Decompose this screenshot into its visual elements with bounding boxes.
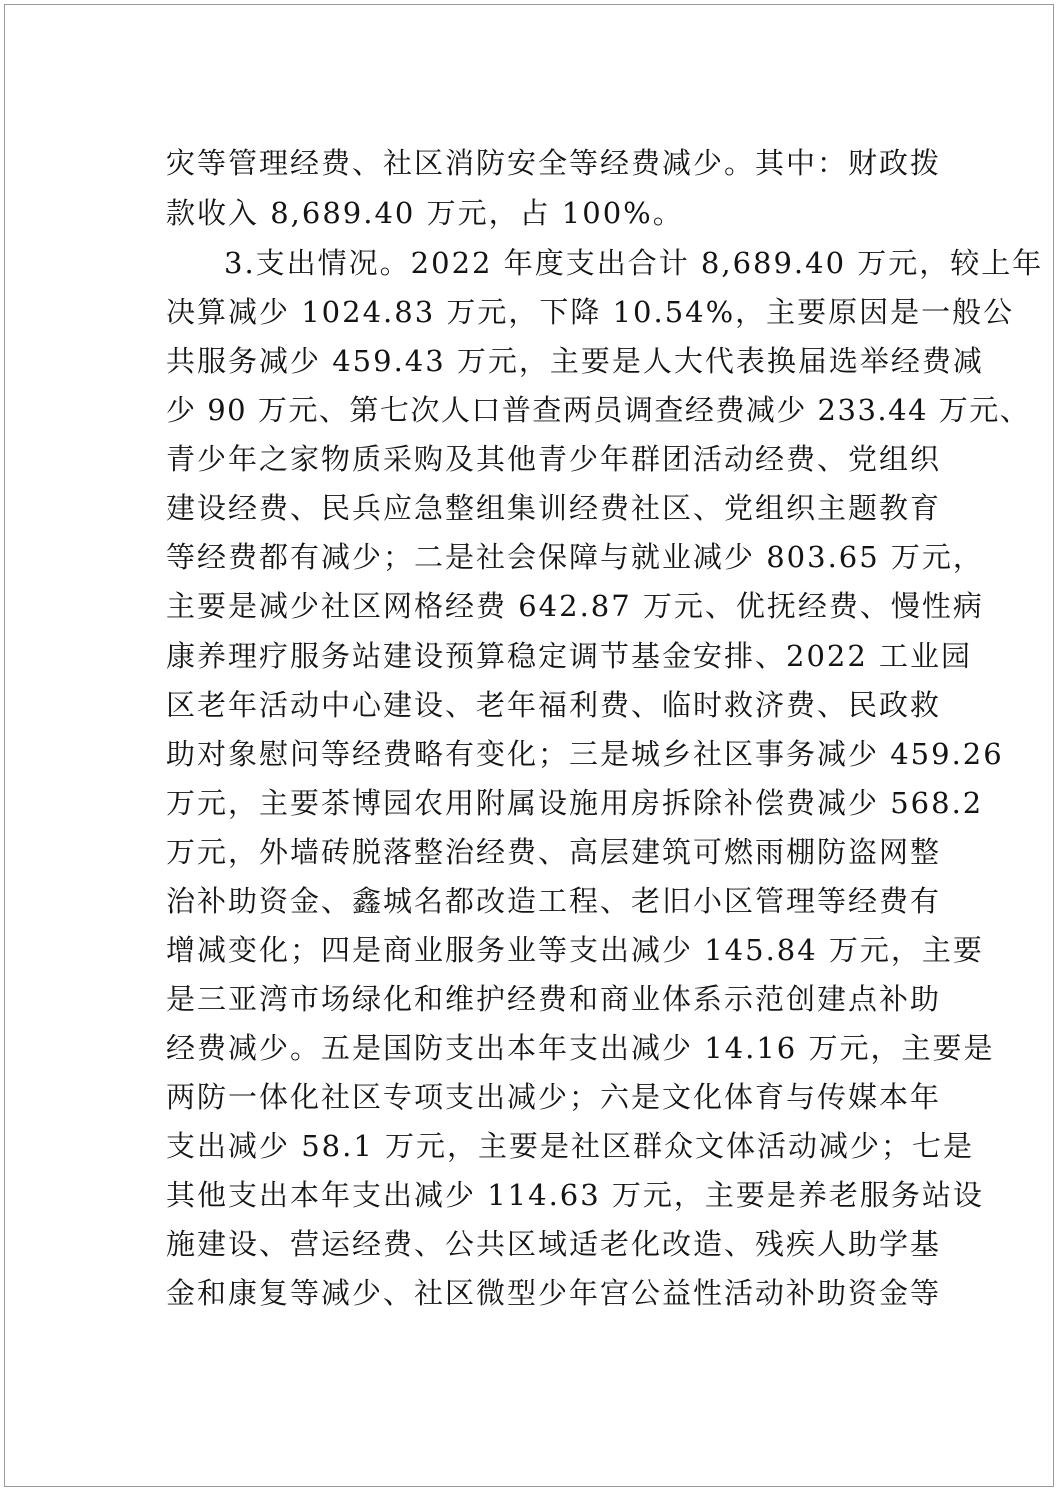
text-line: 等经费都有减少；二是社会保障与就业减少 803.65 万元， bbox=[166, 540, 984, 574]
paragraph-start-line: 3.支出情况。2022 年度支出合计 8,689.40 万元，较上年 bbox=[224, 246, 1044, 280]
text-line: 共服务减少 459.43 万元，主要是人大代表换届选举经费减 bbox=[166, 344, 984, 378]
text-line: 万元，主要茶博园农用附属设施用房拆除补偿费减少 568.2 bbox=[166, 786, 984, 820]
text-line: 两防一体化社区专项支出减少；六是文化体育与传媒本年 bbox=[166, 1080, 942, 1114]
text-line: 少 90 万元、第七次人口普查两员调查经费减少 233.44 万元、 bbox=[166, 393, 1031, 427]
text-line: 建设经费、民兵应急整组集训经费社区、党组织主题教育 bbox=[166, 491, 942, 525]
text-line: 是三亚湾市场绿化和维护经费和商业体系示范创建点补助 bbox=[166, 982, 942, 1016]
text-line: 治补助资金、鑫城名都改造工程、老旧小区管理等经费有 bbox=[166, 884, 942, 918]
text-line: 增减变化；四是商业服务业等支出减少 145.84 万元，主要 bbox=[166, 933, 984, 967]
text-line: 万元，外墙砖脱落整治经费、高层建筑可燃雨棚防盗网整 bbox=[166, 835, 942, 869]
text-line: 施建设、营运经费、公共区域适老化改造、残疾人助学基 bbox=[166, 1227, 942, 1261]
text-line: 款收入 8,689.40 万元，占 100%。 bbox=[166, 196, 684, 230]
text-line: 主要是减少社区网格经费 642.87 万元、优抚经费、慢性病 bbox=[166, 589, 984, 623]
text-line: 助对象慰问等经费略有变化；三是城乡社区事务减少 459.26 bbox=[166, 737, 1004, 771]
text-line: 灾等管理经费、社区消防安全等经费减少。其中：财政拨 bbox=[166, 146, 942, 180]
text-line: 支出减少 58.1 万元，主要是社区群众文体活动减少；七是 bbox=[166, 1129, 975, 1163]
text-line: 区老年活动中心建设、老年福利费、临时救济费、民政救 bbox=[166, 688, 942, 722]
text-line: 金和康复等减少、社区微型少年宫公益性活动补助资金等 bbox=[166, 1276, 942, 1310]
text-line: 决算减少 1024.83 万元，下降 10.54%，主要原因是一般公 bbox=[166, 295, 1015, 329]
text-line: 康养理疗服务站建设预算稳定调节基金安排、2022 工业园 bbox=[166, 639, 973, 673]
text-line: 青少年之家物质采购及其他青少年群团活动经费、党组织 bbox=[166, 442, 942, 476]
text-line: 经费减少。五是国防支出本年支出减少 14.16 万元，主要是 bbox=[166, 1031, 995, 1065]
text-line: 其他支出本年支出减少 114.63 万元，主要是养老服务站设 bbox=[166, 1178, 984, 1212]
